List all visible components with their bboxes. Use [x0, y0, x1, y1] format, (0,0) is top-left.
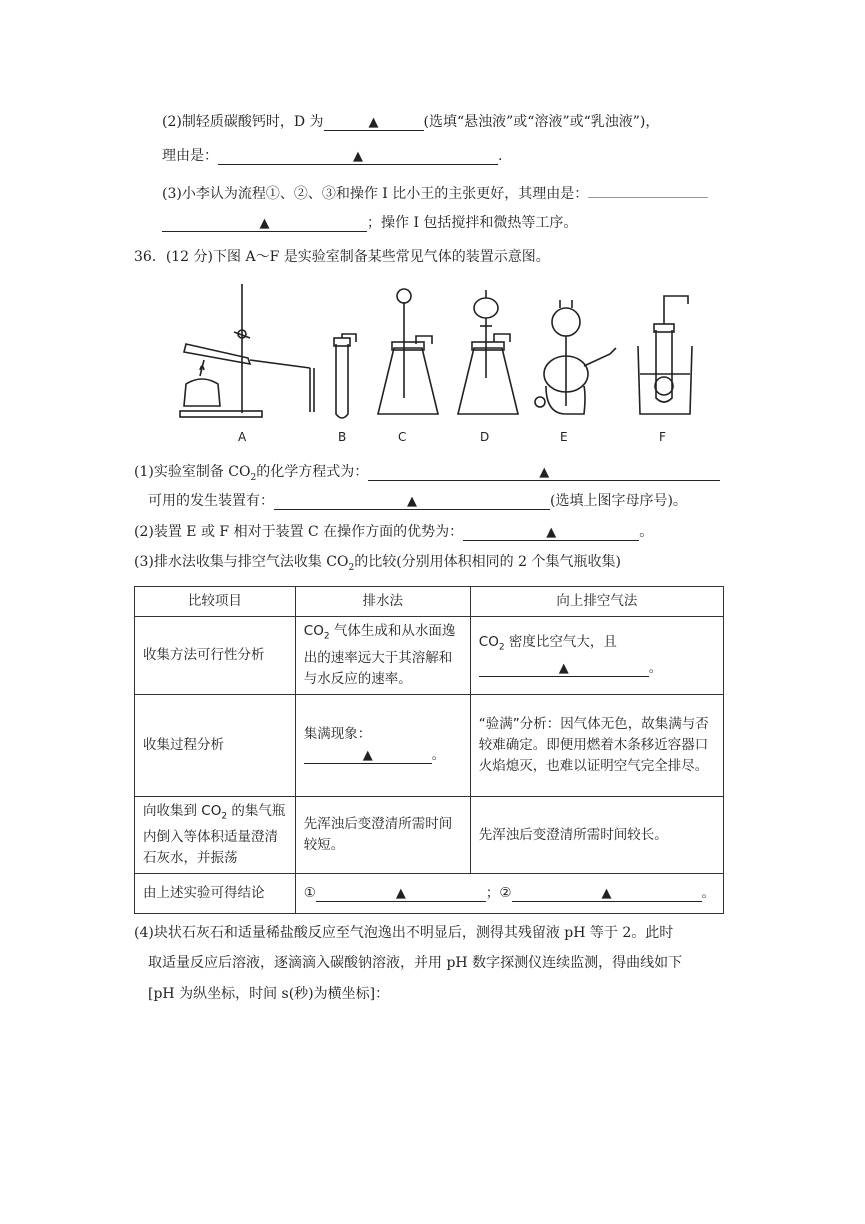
answer-blank[interactable]: [274, 493, 550, 510]
cell-punct: 。: [648, 660, 663, 677]
table-row: [135, 694, 724, 796]
subscript: 2: [498, 642, 505, 653]
comparison-table: [134, 586, 724, 914]
table-cell: [295, 694, 470, 796]
q36-s1b-suffix: (选填上图字母序号)。: [550, 493, 687, 509]
answer-blank[interactable]: [588, 181, 708, 198]
apparatus-label-a: A: [238, 430, 247, 444]
answer-blank[interactable]: [479, 660, 649, 677]
table-cell: [470, 617, 723, 695]
q36-title: [134, 247, 550, 267]
q36-s1-prefix: (1)实验室制备 CO: [134, 464, 251, 480]
blank-triangle-icon: ▲: [353, 149, 363, 164]
q36-s3-line: [134, 552, 621, 578]
apparatus-label-c: C: [398, 430, 407, 444]
q36-s4-text: [pH 为纵坐标，时间 s(秒)为横坐标]：: [148, 986, 390, 1002]
subscript: 2: [323, 631, 330, 642]
blank-triangle-icon: ▲: [362, 748, 373, 764]
formula-co2: CO: [303, 623, 324, 639]
answer-blank[interactable]: [218, 148, 498, 165]
q35-part3-cont-line: [162, 213, 577, 233]
apparatus-b-icon: [334, 334, 356, 418]
q35-part3-line: [162, 181, 708, 204]
q35-part3-suffix: ；操作 I 包括搅拌和微热等工序。: [367, 215, 578, 231]
apparatus-figure: [170, 278, 710, 450]
answer-blank[interactable]: [162, 215, 367, 232]
apparatus-f-icon: [638, 296, 692, 414]
subscript: 2: [250, 472, 257, 483]
q35-reason-label: 理由是：: [162, 148, 218, 164]
period: .: [498, 148, 503, 164]
blank-triangle-icon: ▲: [259, 216, 270, 231]
answer-blank[interactable]: [304, 747, 432, 764]
table-header-cell: 比较项目: [135, 587, 296, 617]
q36-s2-prefix: (2)装置 E 或 F 相对于装置 C 在操作方面的优势为：: [134, 524, 464, 540]
q36-s1-line: [134, 462, 720, 488]
cell-text: 的集气瓶内倒入等体积适量澄清石灰水，并振荡: [143, 802, 286, 867]
cell-text: 密度比空气大，且: [508, 633, 617, 650]
q35-part3-prefix: (3)小李认为流程①、②、③和操作 I 比小王的主张更好，其理由是：: [162, 186, 589, 202]
table-cell: [295, 874, 723, 914]
row-label: 收集方法可行性分析: [135, 617, 296, 695]
apparatus-label-d: D: [480, 430, 490, 444]
answer-blank[interactable]: [463, 524, 639, 541]
answer-blank[interactable]: [316, 885, 486, 902]
q35-part2-reason-line: [162, 146, 502, 166]
q36-s4-line1: [134, 923, 673, 943]
row-label: 由上述实验可得结论: [135, 874, 296, 914]
apparatus-label-b: B: [338, 430, 347, 444]
q36-s2-suffix: 。: [639, 524, 654, 540]
apparatus-label-f: F: [659, 430, 666, 444]
cell-text: 集满现象：: [303, 726, 372, 743]
q36-title-text: 36．(12 分)下图 A～F 是实验室制备某些常见气体的装置示意图。: [134, 249, 550, 265]
table-cell: 先浑浊后变澄清所需时间较长。: [470, 796, 723, 874]
blank-triangle-icon: ▲: [407, 494, 417, 509]
cell-text: ①: [303, 885, 316, 902]
blank-triangle-icon: ▲: [539, 465, 550, 480]
apparatus-c-icon: [378, 289, 438, 414]
table-cell: 先浑浊后变澄清所需时间较短。: [295, 796, 470, 874]
subscript: 2: [221, 811, 228, 822]
q35-part2-prefix: (2)制轻质碳酸钙时，D 为: [162, 114, 324, 130]
q36-s4-line2: [148, 953, 682, 973]
blank-triangle-icon: ▲: [601, 886, 612, 902]
blank-triangle-icon: ▲: [395, 886, 406, 902]
cell-punct: 。: [701, 885, 715, 902]
q36-s4-text: (4)块状石灰石和适量稀盐酸反应至气泡逸出不明显后，测得其残留液 pH 等于 2。此时: [134, 925, 674, 941]
q35-part2-suffix: (选填“悬浊液”或“溶液”或“乳浊液”)，: [423, 114, 660, 130]
row-label: 收集过程分析: [135, 694, 296, 796]
q35-part2-line: [162, 112, 659, 132]
q36-s1b-prefix: 可用的发生装置有：: [148, 493, 274, 509]
apparatus-d-icon: [458, 290, 518, 414]
table-row: [135, 796, 724, 874]
q36-s1b-line: [148, 491, 687, 511]
table-header-cell: 向上排空气法: [470, 587, 723, 617]
blank-triangle-icon: ▲: [558, 661, 569, 677]
row-label: [135, 796, 296, 874]
apparatus-label-e: E: [560, 430, 568, 444]
q36-s1-suffix: 的化学方程式为：: [256, 464, 369, 480]
subscript: 2: [348, 562, 355, 573]
formula-co2: CO: [478, 633, 499, 650]
q36-s3-suffix: 的比较(分别用体积相同的 2 个集气瓶收集): [354, 554, 621, 570]
q36-s3-prefix: (3)排水法收集与排空气法收集 CO: [134, 554, 349, 570]
cell-punct: 。: [431, 747, 446, 764]
q36-s4-text: 取适量反应后溶液，逐滴滴入碳酸钠溶液，并用 pH 数字探测仪连续监测，得曲线如下: [148, 955, 683, 971]
table-row: [135, 874, 724, 914]
answer-blank[interactable]: [324, 114, 424, 131]
apparatus-e-icon: [535, 300, 616, 414]
answer-blank[interactable]: [512, 885, 702, 902]
table-row: [135, 617, 724, 695]
cell-text: 向收集到 CO: [143, 802, 222, 819]
table-cell: “验满”分析：因气体无色，故集满与否较难确定。即便用燃着木条移近容器口火焰熄灭，也难以证明空气完全排尽。: [470, 694, 723, 796]
table-cell: [295, 617, 470, 695]
blank-triangle-icon: ▲: [546, 525, 557, 540]
q36-s4-line3: [148, 984, 389, 1004]
table-header-cell: 排水法: [295, 587, 470, 617]
cell-text: 气体生成和从水面逸出的速率远大于其溶解和与水反应的速率。: [303, 623, 456, 687]
blank-triangle-icon: ▲: [368, 115, 379, 130]
apparatus-a-icon: [180, 284, 314, 417]
answer-blank[interactable]: [368, 464, 720, 481]
table-header-row: [135, 587, 724, 617]
q36-s2-line: [134, 522, 653, 542]
cell-text: ；②: [485, 885, 512, 902]
